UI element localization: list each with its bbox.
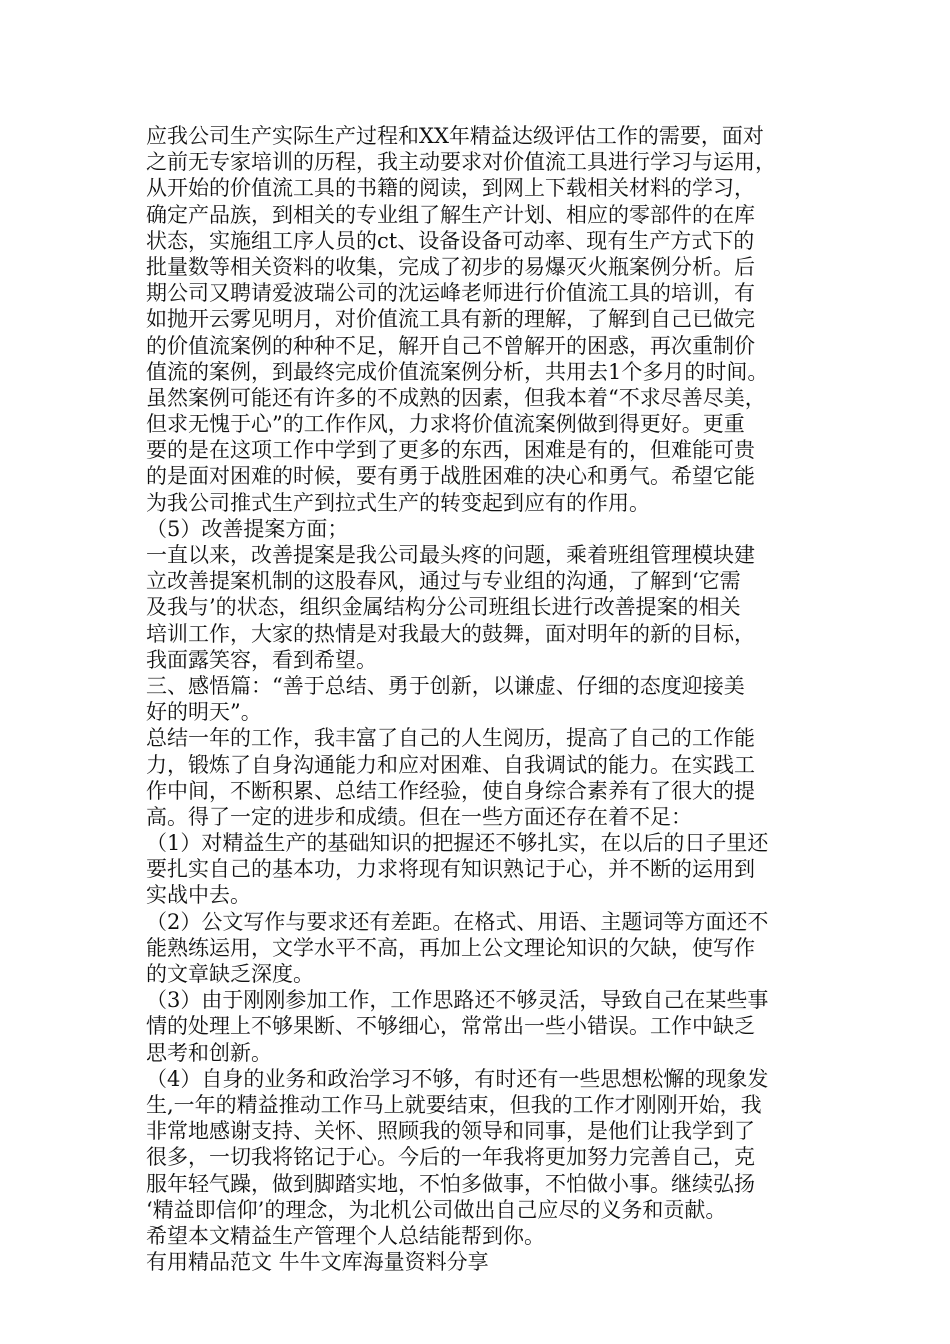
text-line: 培训工作，大家的热情是对我最大的鼓舞，面对明年的新的目标， [146, 621, 755, 646]
text-line: 立改善提案机制的这股春风，通过与专业组的沟通，了解到‘它需 [146, 569, 741, 594]
text-line: 确定产品族，到相关的专业组了解生产计划、相应的零部件的在库 [146, 202, 755, 227]
text-line: 情的处理上不够果断、不够细心，常常出一些小错误。工作中缺乏 [146, 1014, 755, 1039]
text-line: 很多，一切我将铭记于心。今后的一年我将更加努力完善自己，克 [146, 1145, 755, 1170]
text-line: （5）改善提案方面； [146, 516, 349, 541]
text-line: 应我公司生产实际生产过程和XX年精益达级评估工作的需要，面对 [146, 124, 764, 148]
text-line: 要的是在这项工作中学到了更多的东西，困难是有的，但难能可贵 [146, 438, 755, 463]
text-line: 一直以来，改善提案是我公司最头疼的问题，乘着班组管理模块建 [146, 543, 755, 567]
document-body [146, 123, 811, 1275]
text-line: 批量数等相关资料的收集，完成了初步的易爆灭火瓶案例分析。后 [146, 254, 755, 279]
text-line: 实战中去。 [146, 883, 251, 908]
text-line: 服年轻气躁，做到脚踏实地，不怕多做事，不怕做小事。继续弘扬 [146, 1171, 755, 1196]
text-line: 的文章缺乏深度。 [146, 962, 314, 986]
text-line: 的价值流案例的种种不足，解开自己不曾解开的困惑，再次重制价 [146, 333, 755, 358]
text-line: 三、感悟篇：“善于总结、勇于创新，以谦虚、仔细的态度迎接美 [146, 673, 745, 698]
text-line: 如抛开云雾见明月，对价值流工具有新的理解，了解到自己已做完 [146, 307, 755, 332]
text-line: 作中间，不断积累、总结工作经验，使自身综合素养有了很大的提 [146, 778, 755, 803]
text-line: 能熟练运用，文学水平不高，再加上公文理论知识的欠缺，使写作 [146, 935, 755, 960]
text-line: 之前无专家培训的历程，我主动要求对价值流工具进行学习与运用， [146, 150, 776, 175]
text-line: 高。得了一定的进步和成绩。但在一些方面还存在着不足： [146, 804, 692, 829]
text-line: 总结一年的工作，我丰富了自己的人生阅历，提高了自己的工作能 [146, 726, 755, 751]
text-line: （1）对精益生产的基础知识的把握还不够扎实，在以后的日子里还 [146, 831, 769, 856]
text-line: 有用精品范文 牛牛文库海量资料分享 [146, 1250, 489, 1275]
text-line: 要扎实自己的基本功，力求将现有知识熟记于心，并不断的运用到 [146, 857, 755, 882]
text-line: 为我公司推式生产到拉式生产的转变起到应有的作用。 [146, 490, 650, 515]
text-line: 希望本文精益生产管理个人总结能帮到你。 [146, 1223, 545, 1248]
text-line: 我面露笑容，看到希望。 [146, 647, 377, 672]
text-line: 生,一年的精益推动工作马上就要结束，但我的工作才刚刚开始，我 [146, 1092, 762, 1117]
text-line: 非常地感谢支持、关怀、照顾我的领导和同事，是他们让我学到了 [146, 1119, 755, 1144]
text-line: 值流的案例，到最终完成价值流案例分析，共用去1个多月的时间。 [146, 359, 769, 384]
text-line: 虽然案例可能还有许多的不成熟的因素，但我本着“不求尽善尽美， [146, 385, 766, 410]
text-line: （4）自身的业务和政治学习不够，有时还有一些思想松懈的现象发 [146, 1066, 769, 1091]
text-line: ‘精益即信仰’的理念，为北机公司做出自己应尽的义务和贡献。 [146, 1197, 727, 1222]
text-line: 的是面对困难的时候，要有勇于战胜困难的决心和勇气。希望它能 [146, 464, 755, 489]
text-line: （2）公文写作与要求还有差距。在格式、用语、主题词等方面还不 [146, 909, 769, 934]
text-line: 但求无愧于心”的工作作风，力求将价值流案例做到得更好。更重 [146, 412, 745, 437]
text-line: 思考和创新。 [146, 1040, 272, 1065]
text-line: （3）由于刚刚参加工作，工作思路还不够灵活，导致自己在某些事 [146, 988, 769, 1013]
text-line: 力，锻炼了自身沟通能力和应对困难、自我调试的能力。在实践工 [146, 752, 755, 777]
text-line: 好的明天”。 [146, 700, 262, 725]
text-line: 期公司又聘请爱波瑞公司的沈运峰老师进行价值流工具的培训，有 [146, 281, 755, 306]
text-line: 及我与’的状态，组织金属结构分公司班组长进行改善提案的相关 [146, 595, 741, 620]
text-line: 从开始的价值流工具的书籍的阅读，到网上下载相关材料的学习， [146, 176, 755, 201]
text-line: 状态，实施组工序人员的ct、设备设备可动率、现有生产方式下的 [146, 228, 755, 253]
